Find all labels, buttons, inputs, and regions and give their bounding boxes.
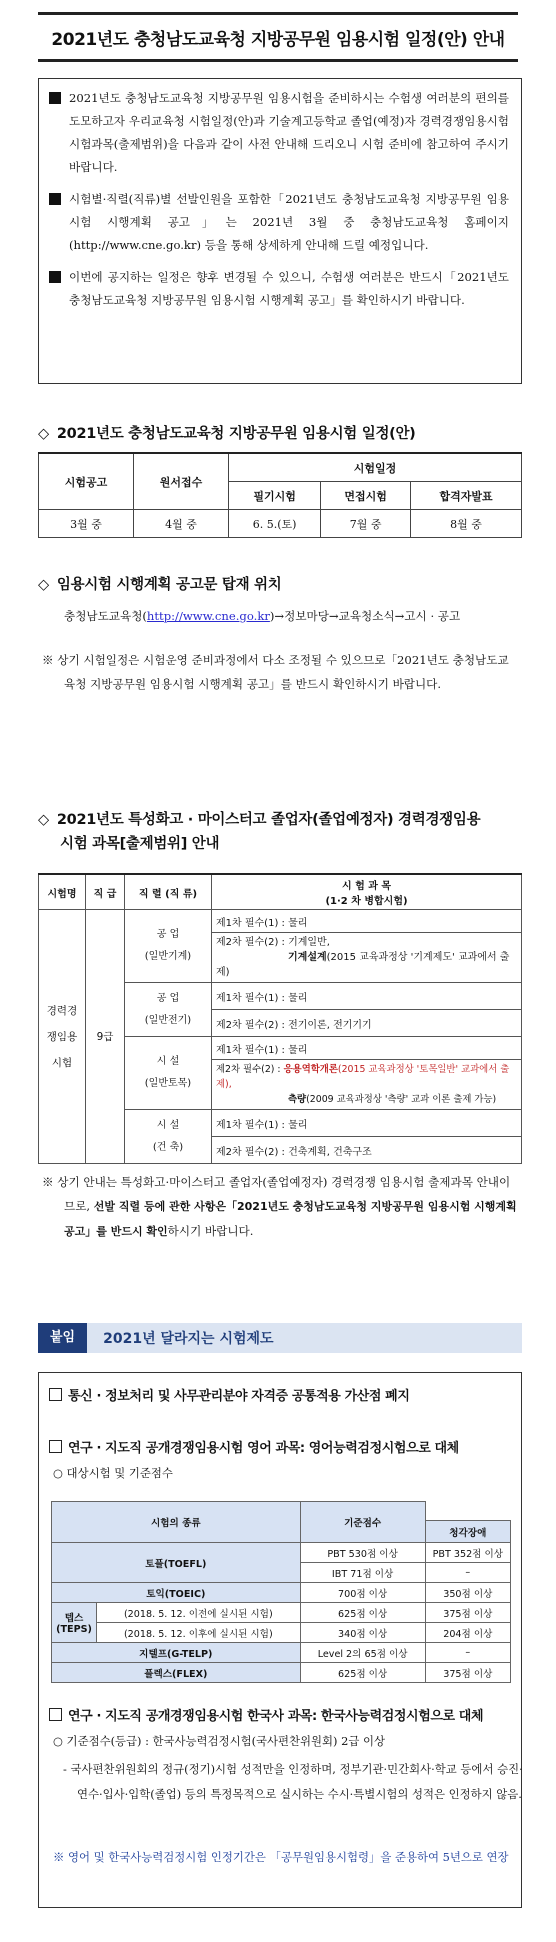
table-row: 텝스 (TEPS) (2018. 5. 12. 이전에 실시된 시험) 625점 이상 375점 이상: [52, 1603, 511, 1623]
subjects-note: ※ 상기 안내는 특성화고·마이스터고 졸업자(졸업예정자) 경력경쟁 임용시험 출제과목 안내이므로, 선발 직렬 등에 관한 사항은「2021년도 충청남도교육청 지방공무원 임용시험 시행계획 공고」를 반드시 확인하시기 바랍니다.: [42, 1175, 517, 1238]
change-3-sub: ○ 기준점수(등급) : 한국사능력검정시험(국사편찬위원회) 2급 이상: [53, 1734, 385, 1748]
table-row: 지텔프(G-TELP) Level 2의 65점 이상 –: [52, 1643, 511, 1663]
notice-item: 2021년도 충청남도교육청 지방공무원 임용시험을 준비하시는 수험생 여러분의 편의를 도모하고자 우리교육청 시험일정(안)과 기술계고등학교 졸업(예정)자 경력경쟁임용시험 시험과목(출제범위)을 다음과 같이 사전 안내해 드리오니 시험 준비에 참고하여 주시기 바랍니다.: [49, 87, 509, 179]
attachment-tag: 붙임: [38, 1323, 87, 1353]
changes-box: [38, 1372, 522, 1908]
diamond-icon: ◇: [38, 426, 49, 442]
change-1: 통신 · 정보처리 및 사무관리분야 자격증 공통적용 가산점 폐지: [49, 1385, 410, 1404]
attachment-title: 2021년 달라지는 시험제도: [103, 1331, 274, 1347]
grade: 9급: [86, 910, 125, 1164]
notice-box: [38, 78, 522, 384]
change-2: 연구 · 지도직 공개경쟁임용시험 영어 과목: 영어능력검정시험으로 대체: [49, 1437, 459, 1456]
homepage-link[interactable]: http://www.cne.go.kr: [146, 609, 270, 623]
attachment-bar: [38, 1323, 522, 1353]
subjects-heading: ◇ 2021년도 특성화고 · 마이스터고 졸업자(졸업예정자) 경력경쟁임용 시험 과목[출제범위] 안내: [38, 812, 481, 852]
checkbox-icon: [49, 1440, 62, 1453]
title-bar: [38, 12, 518, 62]
change-3: 연구 · 지도직 공개경쟁임용시험 한국사 과목: 한국사능력검정시험으로 대체: [49, 1705, 483, 1724]
notice-item: 시험별·직렬(직류)별 선발인원을 포함한「2021년도 충청남도교육청 지방공무원 임용시험 시행계획 공고」는 2021년 3월 중 충청남도교육청 홈페이지(http://www.cne.go.kr) 등을 통해 상세하게 안내해 드릴 예정입니다.: [49, 188, 509, 257]
col-apply: 원서접수: [134, 453, 229, 510]
table-row: (2018. 5. 12. 이후에 실시된 시험) 340점 이상 204점 이상: [52, 1623, 511, 1643]
square-bullet-icon: [49, 271, 61, 283]
table-row: IBT 71점 이상 –: [52, 1563, 511, 1583]
checkbox-icon: [49, 1708, 62, 1721]
table-row: 토플(TOEFL) PBT 530점 이상 PBT 352점 이상: [52, 1543, 511, 1563]
location-heading: ◇ 임용시험 시행계획 공고문 탑재 위치: [38, 577, 282, 593]
diamond-icon: ◇: [38, 812, 49, 828]
change-3-note: - 국사편찬위원회의 정규(정기)시험 성적만을 인정하며, 정부기관·민간회사·학교 등에서 승진·연수·입사·입학(졸업) 등의 특정목적으로 실시하는 수시·특별시험의 성적은 인정하지 않음.: [63, 1762, 523, 1801]
table-row: 3월 중 4월 중 6. 5.(토) 7월 중 8월 중: [39, 510, 522, 538]
checkbox-icon: [49, 1388, 62, 1401]
english-score-table: 시험의 종류 기준점수 청각장애 토플(TOEFL) PBT 530점 이상 PBT 352점 이상 IBT 71점 이상 – 토익(TOEIC) 700점 이상 350점 이상 텝스 (TEPS) (2018. 5. 12. 이전에 실시된 시험) 625점 이상 375점 이상 (2018. 5. 12. 이후에 실시된 시험) 340점 이상 204점 이상 지텔프(G-TELP) Level 2의 65점 이상 – 플렉스(FLEX) 625점 이상 375점 이상: [51, 1501, 511, 1683]
table-row: 플렉스(FLEX) 625점 이상 375점 이상: [52, 1663, 511, 1683]
table-row: 토익(TOEIC) 700점 이상 350점 이상: [52, 1583, 511, 1603]
page-title: 2021년도 충청남도교육청 지방공무원 임용시험 일정(안) 안내: [51, 29, 505, 50]
final-note: ※ 영어 및 한국사능력검정시험 인정기간은 「공무원임용시험령」을 준용하여 5년으로 연장: [53, 1850, 509, 1864]
col-interview: 면접시험: [321, 482, 411, 510]
square-bullet-icon: [49, 92, 61, 104]
col-announce: 시험공고: [39, 453, 134, 510]
col-result: 합격자발표: [411, 482, 522, 510]
schedule-note: ※ 상기 시험일정은 시험운영 준비과정에서 다소 조정될 수 있으므로「2021년도 충청남도교육청 지방공무원 임용시험 시행계획 공고」를 반드시 확인하시기 바랍니다.: [42, 653, 509, 691]
notice-item: 이번에 공지하는 일정은 향후 변경될 수 있으니, 수험생 여러분은 반드시「2021년도 충청남도교육청 지방공무원 임용시험 시행계획 공고」를 확인하시기 바랍니다.: [49, 266, 509, 312]
diamond-icon: ◇: [38, 577, 49, 593]
col-written: 필기시험: [229, 482, 321, 510]
exam-name: 경력경쟁임용시험: [39, 910, 86, 1164]
square-bullet-icon: [49, 193, 61, 205]
location-path: 충청남도교육청(http://www.cne.go.kr)→정보마당→교육청소식→고시 · 공고: [64, 609, 461, 623]
change-2-sub: ○ 대상시험 및 기준점수: [53, 1466, 173, 1480]
schedule-table: [38, 452, 522, 538]
col-exam-schedule: 시험일정: [229, 453, 522, 482]
schedule-heading: ◇ 2021년도 충청남도교육청 지방공무원 임용시험 일정(안): [38, 426, 416, 442]
subjects-table: 시험명 직 급 직 렬 (직 류) 시 험 과 목 (1·2 차 병합시험) 경력경쟁임용시험 9급 공 업 (일반기계) 제1차 필수(1) : 물리 제2차 필수(2) : 기계일반, 기계설계(2015 교육과정상 '기계제도' 교과에서 출제) 공 업 (일반전기) 제1차 필수(1) : 물리 제2차 필수(2) : 전기이론, 전기기기 시 설 (일반토목) 제1차 필수(1) : 물리 제2차 필수(2) : 응용역학개론(2015 교육과정상 '토목일반' 교과에서 출제), 측량(2009 교육과정상 '측량' 교과 이론 출제 가능) 시 설 (건 축) 제1차 필수(1) : 물리 제2차 필수(2) : 건축계획, 건축구조: [38, 873, 522, 1164]
